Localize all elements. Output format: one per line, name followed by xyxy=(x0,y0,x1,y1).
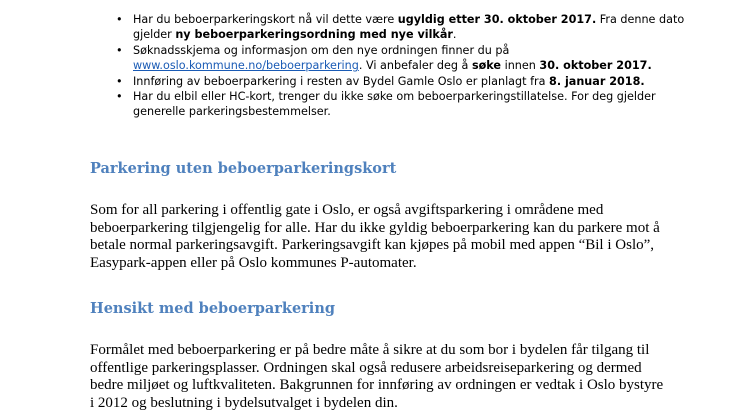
bullet-item xyxy=(133,43,693,74)
section-heading-purpose: Hensikt med beboerparkering xyxy=(90,300,335,317)
bold-text: ugyldig etter 30. oktober 2017. xyxy=(397,13,597,26)
bullet-text: Har du elbil eller HC-kort, trenger du ikke søke om beboerparkeringstillatelse. For deg gjelder generelle parkeringsbestemmelser. xyxy=(133,90,656,119)
bullet-item xyxy=(133,12,693,43)
bold-text: 8. januar 2018. xyxy=(549,74,645,88)
bullet-text: Innføring av beboerparkering i resten av Bydel Gamle Oslo er planlagt fra xyxy=(133,74,550,88)
bullet-text: Søknadsskjema og informasjon om den nye ordningen finner du på xyxy=(133,43,510,57)
section-body-parking-without-card: Som for all parkering i offentlig gate i Oslo, er også avgiftsparkering i områdene med beboerparkering tilgjengelig for alle. Har du ikke gyldig beboerparkering kan du parkere mot å betale normal parkeringsavgift. Parkeringsavgift kan kjøpes på mobil med appen “Bil i Oslo”, Easypark-appen eller på Oslo kommunes P-automater. xyxy=(90,202,660,271)
bold-text: søke xyxy=(471,59,502,73)
bold-text: 30. oktober 2017. xyxy=(539,59,652,73)
bullet-text: innen xyxy=(501,59,540,73)
bullet-text: Har du beboerparkeringskort nå vil dette være xyxy=(133,13,398,26)
bold-text: ny beboerparkeringsordning med nye vilkår xyxy=(175,28,453,42)
oslo-kommune-link[interactable]: www.oslo.kommune.no/beboerparkering xyxy=(133,59,359,73)
section-body-purpose: Formålet med beboerparkering er på bedre måte å sikre at du som bor i bydelen får tilgang til offentlige parkeringsplasser. Ordningen skal også redusere arbeidsreiseparkering og dermed bedre miljøet og luftkvaliteten. Bakgrunnen for innføring av ordningen er vedtak i Oslo bystyre i 2012 og beslutning i bydelsutvalget i bydelen din. xyxy=(90,342,664,411)
bullet-text: . Vi anbefaler deg å xyxy=(358,59,472,73)
section-heading-parking-without-card: Parkering uten beboerparkeringskort xyxy=(90,160,397,177)
bullet-item xyxy=(133,89,693,120)
bullet-text: Fra denne dato gjelder xyxy=(133,13,685,42)
bullet-item xyxy=(133,74,693,89)
bullet-list xyxy=(133,12,693,120)
bullet-text: . xyxy=(452,28,457,42)
